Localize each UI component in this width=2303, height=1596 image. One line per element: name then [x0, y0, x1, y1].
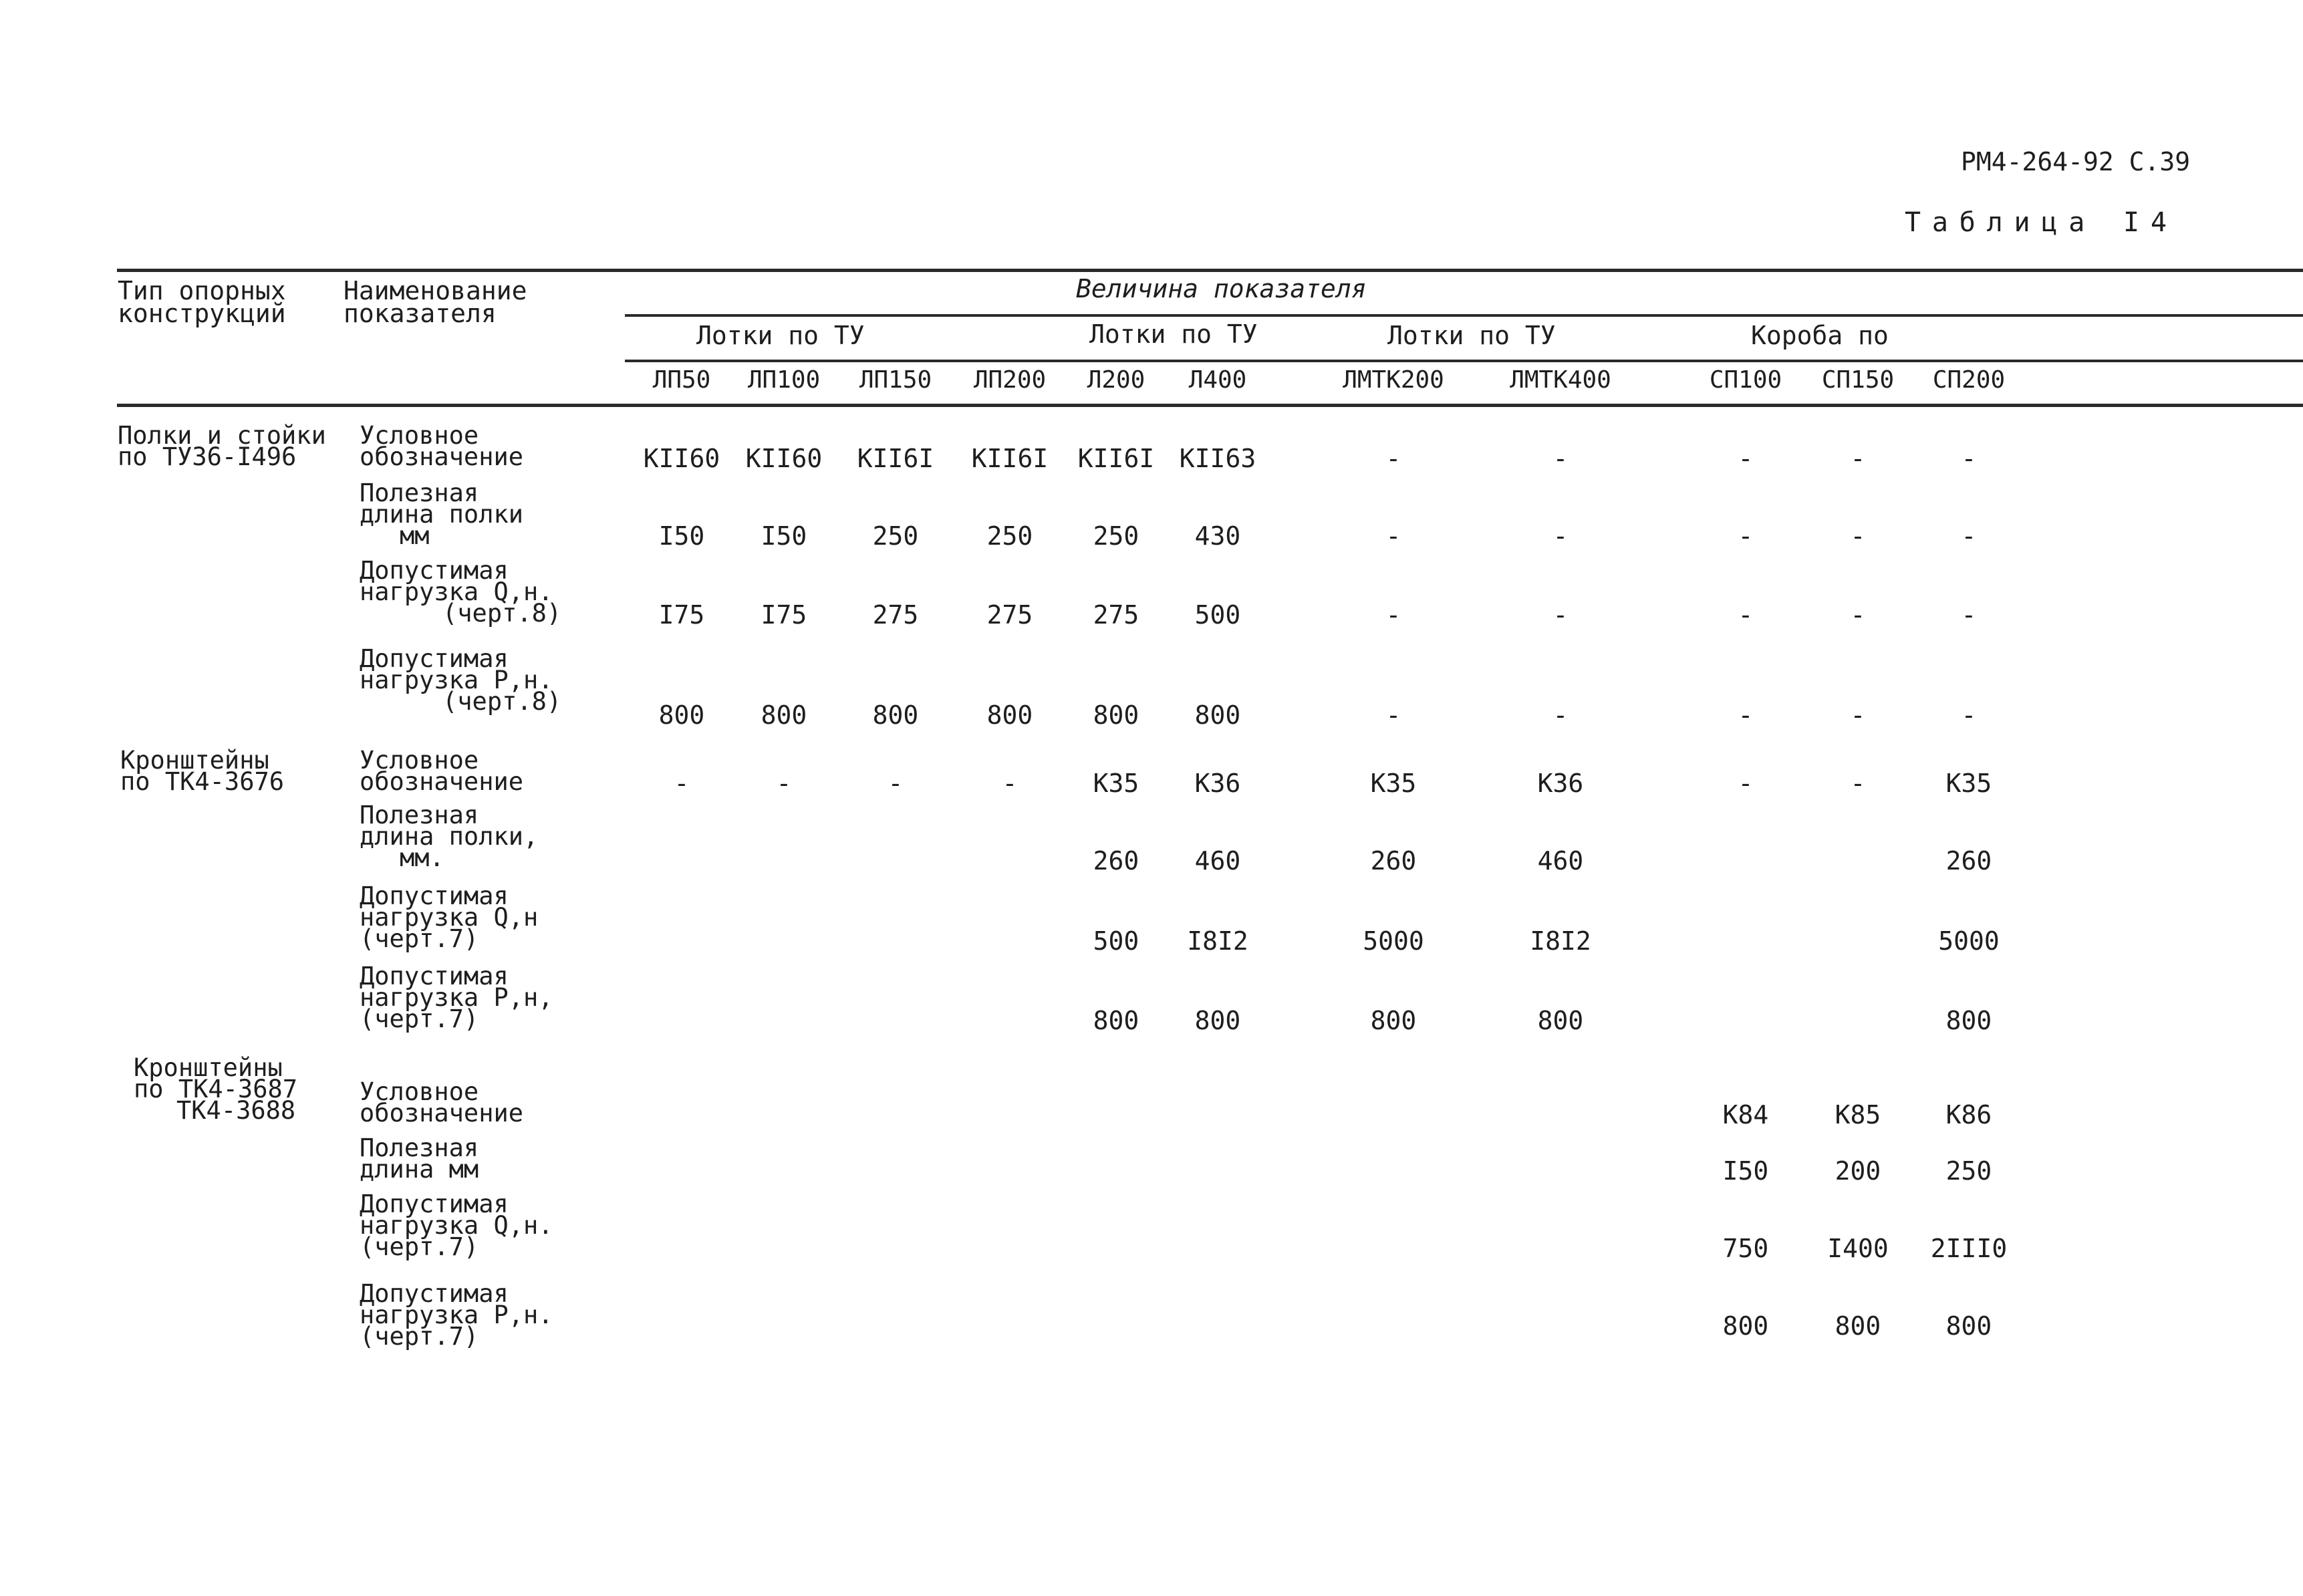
table-cell: I50: [658, 521, 705, 551]
table-cell: I8I2: [1187, 926, 1248, 956]
column-header-type-line1: Тип опорных: [118, 276, 286, 305]
table-cell: -: [1552, 444, 1569, 473]
table-cell: I8I2: [1530, 926, 1591, 956]
table-cell: 800: [1093, 700, 1139, 730]
groups-rule: [625, 360, 2303, 362]
parameter-label-line: Условное: [360, 746, 479, 775]
table-cell: 800: [1093, 1006, 1139, 1035]
table-cell: -: [1850, 700, 1866, 730]
column-header-param-line1: Наименование: [344, 276, 527, 305]
table-cell: 800: [761, 700, 807, 730]
table-cell: К35: [1093, 769, 1139, 798]
table-cell: 800: [658, 700, 705, 730]
table-cell: I400: [1827, 1234, 1889, 1263]
table-cell: 500: [1194, 600, 1241, 630]
code-header-9: СП100: [1709, 366, 1782, 394]
support-type-3: [134, 1053, 298, 1125]
column-header-type: [118, 276, 286, 328]
table-cell: К36: [1537, 769, 1584, 798]
table-cell: КII6I: [1077, 444, 1155, 473]
parameter-label-line: нагрузка Q,н.: [360, 577, 553, 606]
group-header-4: Короба по: [1751, 321, 1889, 350]
code-header-3: ЛП150: [859, 366, 932, 394]
code-header-2: ЛП100: [747, 366, 821, 394]
table-cell: -: [674, 769, 690, 798]
table-cell: 275: [1093, 600, 1139, 630]
table-cell: -: [1002, 769, 1018, 798]
table-cell: -: [1385, 600, 1401, 630]
table-cell: 250: [986, 521, 1033, 551]
parameter-label-line: (черт.7): [360, 1322, 479, 1351]
table-cell: 250: [1945, 1156, 1992, 1186]
table-cell: -: [1385, 444, 1401, 473]
table-cell: 500: [1093, 926, 1139, 956]
table-cell: 5000: [1363, 926, 1424, 956]
parameter-label-line: Допустимая: [360, 644, 509, 673]
parameter-label-line: нагрузка P,н,: [360, 983, 553, 1012]
table-cell: I50: [761, 521, 807, 551]
parameter-label: [360, 882, 539, 953]
parameter-label: [360, 421, 524, 471]
table-cell: -: [1961, 600, 1977, 630]
support-type-line: Кронштейны: [134, 1053, 283, 1082]
table-top-rule: [117, 269, 2303, 272]
table-cell: -: [1552, 521, 1569, 551]
table-cell: -: [1738, 444, 1754, 473]
column-header-param-line2: показателя: [344, 299, 497, 328]
document-reference: РМ4-264-92 С.39: [1961, 147, 2191, 176]
table-cell: К85: [1835, 1100, 1881, 1129]
table-cell: 275: [986, 600, 1033, 630]
parameter-label-line: нагрузка P,н.: [360, 666, 553, 694]
parameter-label: [360, 746, 524, 796]
table-cell: К35: [1945, 769, 1992, 798]
group-header-3: Лотки по ТУ: [1387, 321, 1556, 350]
table-cell: -: [1738, 521, 1754, 551]
parameter-label-line: Допустимая: [360, 1279, 509, 1308]
table-cell: КII63: [1179, 444, 1256, 473]
code-header-5: Л200: [1087, 366, 1145, 394]
parameter-label-line: Допустимая: [360, 1190, 509, 1218]
parameter-label-line: Условное: [360, 421, 479, 450]
parameter-label-line: Полезная: [360, 479, 479, 507]
support-type-line: Полки и стойки: [118, 421, 326, 450]
group-header-1: Лотки по ТУ: [696, 321, 865, 350]
table-cell: 800: [1945, 1006, 1992, 1035]
table-cell: -: [1961, 444, 1977, 473]
parameter-label-line: Условное: [360, 1077, 479, 1106]
table-cell: 800: [1722, 1311, 1769, 1341]
parameter-label-line: нагрузка Q,н.: [360, 1211, 553, 1240]
table-cell: -: [1850, 521, 1866, 551]
code-header-10: СП150: [1821, 366, 1895, 394]
code-header-6: Л400: [1188, 366, 1247, 394]
table-cell: 800: [1537, 1006, 1584, 1035]
table-cell: 260: [1370, 846, 1417, 876]
table-cell: 750: [1722, 1234, 1769, 1263]
table-cell: -: [1385, 521, 1401, 551]
table-cell: -: [1850, 600, 1866, 630]
table-cell: -: [1961, 521, 1977, 551]
parameter-label-line: длина полки,: [360, 822, 539, 851]
table-cell: -: [1961, 700, 1977, 730]
table-cell: -: [1552, 700, 1569, 730]
support-type-line: по ТК4-3687: [134, 1075, 298, 1103]
table-cell: 250: [872, 521, 919, 551]
parameter-label-line: Допустимая: [360, 962, 509, 990]
support-type-1: [118, 421, 326, 471]
table-cell: -: [1738, 700, 1754, 730]
support-type-line: по ТУ36-I496: [118, 442, 297, 471]
table-cell: 430: [1194, 521, 1241, 551]
column-header-param: [344, 276, 527, 328]
table-cell: 260: [1945, 846, 1992, 876]
parameter-label: [360, 556, 562, 628]
table-cell: КII60: [745, 444, 823, 473]
table-cell: 800: [872, 700, 919, 730]
values-caption: Величина показателя: [1076, 274, 1367, 303]
parameter-label: [360, 644, 562, 716]
table-cell: 250: [1093, 521, 1139, 551]
parameter-label: [360, 962, 553, 1033]
table-cell: -: [1850, 769, 1866, 798]
parameter-label-line: (черт.8): [442, 687, 562, 716]
parameter-label-line: Допустимая: [360, 556, 509, 585]
table-cell: КII6I: [857, 444, 934, 473]
parameter-label-line: нагрузка Q,н: [360, 903, 539, 932]
parameter-label: [360, 1279, 553, 1351]
parameter-label: [360, 1190, 553, 1261]
table-cell: 5000: [1938, 926, 2000, 956]
table-cell: -: [1552, 600, 1569, 630]
code-header-8: ЛМТК400: [1510, 366, 1611, 394]
table-title: Таблица I4: [1905, 207, 2178, 238]
code-header-7: ЛМТК200: [1343, 366, 1444, 394]
code-header-1: ЛП50: [652, 366, 711, 394]
table-cell: К84: [1722, 1100, 1769, 1129]
parameter-label-line: нагрузка P,н.: [360, 1301, 553, 1329]
parameter-label-line: обозначение: [360, 767, 524, 796]
table-cell: -: [888, 769, 904, 798]
parameter-label: [360, 1077, 524, 1127]
table-cell: -: [1738, 600, 1754, 630]
table-cell: 800: [1194, 1006, 1241, 1035]
parameter-label-line: (черт.7): [360, 924, 479, 953]
table-cell: I75: [761, 600, 807, 630]
parameter-label-line: (черт.7): [360, 1232, 479, 1261]
table-cell: 260: [1093, 846, 1139, 876]
code-header-4: ЛП200: [973, 366, 1047, 394]
support-type-line: по ТК4-3676: [120, 767, 285, 796]
table-cell: I50: [1722, 1156, 1769, 1186]
table-cell: 460: [1194, 846, 1241, 876]
table-cell: 200: [1835, 1156, 1881, 1186]
parameter-label-line: (черт.7): [360, 1005, 479, 1033]
table-cell: 800: [986, 700, 1033, 730]
table-cell: 800: [1945, 1311, 1992, 1341]
table-cell: 800: [1194, 700, 1241, 730]
table-cell: К35: [1370, 769, 1417, 798]
header-bottom-rule: [117, 404, 2303, 407]
parameter-label: [360, 801, 539, 872]
parameter-label-line: обозначение: [360, 442, 524, 471]
table-cell: К86: [1945, 1100, 1992, 1129]
support-type-line: ТК4-3688: [176, 1096, 296, 1125]
table-cell: -: [1385, 700, 1401, 730]
parameter-label-line: длина полки: [360, 500, 524, 529]
parameter-label-line: Полезная: [360, 1134, 479, 1162]
parameter-label: [360, 1134, 479, 1184]
table-cell: К36: [1194, 769, 1241, 798]
table-cell: 275: [872, 600, 919, 630]
table-cell: 800: [1835, 1311, 1881, 1341]
support-type-2: [120, 746, 285, 796]
group-header-2: Лотки по ТУ: [1089, 319, 1258, 349]
parameter-label-line: (черт.8): [442, 599, 562, 628]
table-cell: 2III0: [1930, 1234, 2008, 1263]
parameter-label: [360, 479, 524, 550]
support-type-line: Кронштейны: [120, 746, 269, 775]
table-cell: -: [1738, 769, 1754, 798]
parameter-label-line: Допустимая: [360, 882, 509, 910]
parameter-label-line: мм: [400, 521, 430, 550]
table-cell: -: [1850, 444, 1866, 473]
parameter-label-line: мм.: [400, 843, 444, 872]
parameter-label-line: обозначение: [360, 1099, 524, 1127]
table-cell: I75: [658, 600, 705, 630]
column-header-type-line2: конструкций: [118, 299, 286, 328]
table-cell: КII6I: [971, 444, 1049, 473]
parameter-label-line: длина мм: [360, 1155, 479, 1184]
table-cell: КII60: [643, 444, 720, 473]
table-cell: -: [776, 769, 792, 798]
table-cell: 460: [1537, 846, 1584, 876]
table-cell: 800: [1370, 1006, 1417, 1035]
code-header-11: СП200: [1932, 366, 2006, 394]
values-caption-rule: [625, 314, 2303, 317]
parameter-label-line: Полезная: [360, 801, 479, 829]
